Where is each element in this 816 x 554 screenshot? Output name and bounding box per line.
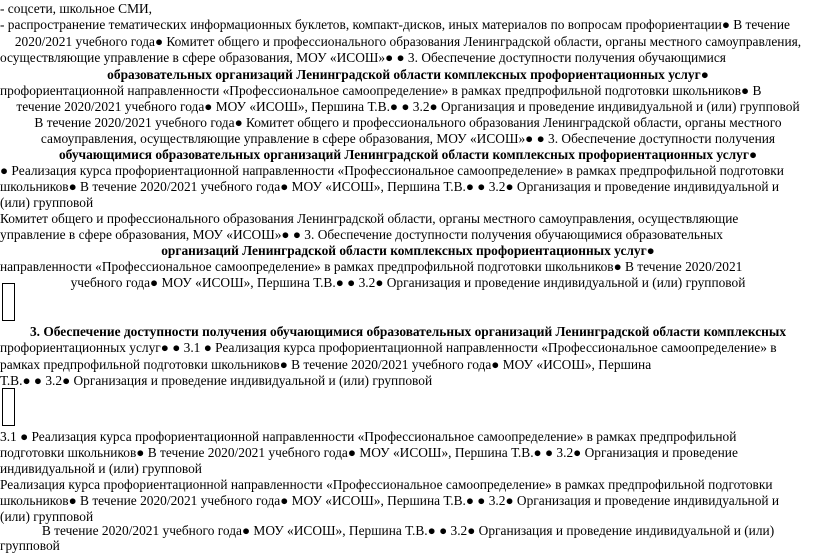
section-heading: организаций Ленинградской области комплексных профориентационных услуг● [161,243,655,258]
section-heading: обучающимися образовательных организаций Ленинградской области комплексных профориентационных услуг● [58,147,758,162]
text-line: Комитет общего и профессионального образования Ленинградской области, органы местного самоуправления, осуществляющие [0,211,739,226]
text-line: В течение 2020/2021 учебного года● Комитет общего и профессионального образования Ленинградской области, органы местного [34,115,782,130]
text-line: управление в сфере образования, МОУ «ИСОШ»● ● 3. Обеспечение доступности получения обучающимися образовательных [0,227,723,242]
text-line: профориентационной направленности «Профессиональное самоопределение» в рамках предпрофильной подготовки школьников● В [0,83,762,98]
text-line: самоуправления, осуществляющие управление в сфере образования, МОУ «ИСОШ»● ● 3. Обеспечение доступности получения [40,131,776,146]
empty-box-2 [2,388,15,426]
text-line: подготовки школьников● В течение 2020/2021 учебного года● МОУ «ИСОШ», Першина Т.В.● ● 3.2● Организация и проведение [0,445,738,460]
text-line: 2020/2021 учебного года● Комитет общего и профессионального образования Ленинградской области, органы местного самоуправления, [14,34,802,49]
text-line: профориентационных услуг● ● 3.1 ● Реализация курса профориентационной направленности «Профессиональное самоопределение» в [0,340,777,355]
empty-box-1 [2,283,15,321]
text-line: (или) групповой [0,509,94,524]
text-line: - соцсети, школьное СМИ, [0,1,152,16]
text-line: индивидуальной и (или) групповой [0,461,202,476]
text-line: В течение 2020/2021 учебного года● МОУ «ИСОШ», Першина Т.В.● ● 3.2● Организация и проведение индивидуальной и (или) [41,523,775,538]
text-line: групповой [0,538,60,553]
text-line: 3.1 ● Реализация курса профориентационной направленности «Профессиональное самоопределение» в рамках предпрофильной [0,429,737,444]
text-line: рамках предпрофильной подготовки школьников● В течение 2020/2021 учебного года● МОУ «ИСОШ», Першина [0,357,652,372]
text-line: учебного года● МОУ «ИСОШ», Першина Т.В.● ● 3.2● Организация и проведение индивидуальной и (или) групповой [70,275,746,290]
text-line: Т.В.● ● 3.2● Организация и проведение индивидуальной и (или) групповой [0,373,433,388]
text-line: осуществляющие управление в сфере образования, МОУ «ИСОШ»● ● 3. Обеспечение доступности получения обучающимися [0,50,726,65]
text-line: школьников● В течение 2020/2021 учебного года● МОУ «ИСОШ», Першина Т.В.● ● 3.2● Организация и проведение индивидуальной и [0,179,780,194]
text-line: - распространение тематических информационных буклетов, компакт-дисков, иных материалов по вопросам профориентации● В течение [0,17,790,32]
text-line: Реализация курса профориентационной направленности «Профессиональное самоопределение» в рамках предпрофильной подготовки [0,477,773,492]
section-heading: образовательных организаций Ленинградской области комплексных профориентационных услуг● [107,67,709,82]
text-line: течение 2020/2021 учебного года● МОУ «ИСОШ», Першина Т.В.● ● 3.2● Организация и проведение индивидуальной и (или) групповой [16,99,800,114]
section-heading: 3. Обеспечение доступности получения обучающимися образовательных организаций Ленинградской области комплексных [29,324,787,339]
text-line: направленности «Профессиональное самоопределение» в рамках предпрофильной подготовки школьников● В течение 2020/2021 [0,259,743,274]
text-line: ● Реализация курса профориентационной направленности «Профессиональное самоопределение» в рамках предпрофильной подготовки [0,163,784,178]
text-line: (или) групповой [0,195,94,210]
text-line: школьников● В течение 2020/2021 учебного года● МОУ «ИСОШ», Першина Т.В.● ● 3.2● Организация и проведение индивидуальной и [0,493,780,508]
